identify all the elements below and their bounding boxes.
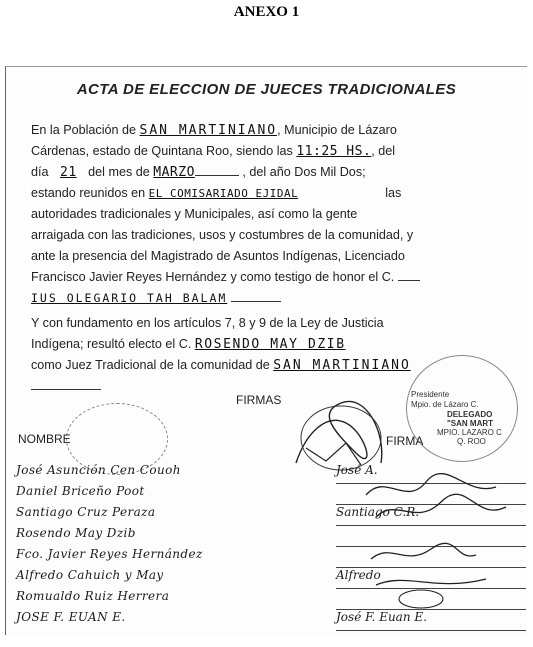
text-line-3: día 21 del mes de MARZO , del año Dos Mil Dos; xyxy=(31,165,366,180)
text-line-5: autoridades tradicionales y Municipales, así como la gente xyxy=(31,207,358,221)
handwritten-venue: EL COMISARIADO EJIDAL xyxy=(148,187,299,200)
name-row: José Asunción Cen Couoh xyxy=(16,463,181,477)
text-line-11: Indígena; resultó electo el C. ROSENDO MAY DZIB xyxy=(31,337,346,352)
signature-line: José F. Euan E. xyxy=(336,610,526,631)
text-line-4: estando reunidos en EL COMISARIADO EJIDAL las xyxy=(31,186,402,200)
name-row: JOSE F. EUAN E. xyxy=(16,610,126,624)
stamp-line-6: Q. ROO xyxy=(457,437,486,446)
text-line-8: Francisco Javier Reyes Hernández y como testigo de honor el C. xyxy=(31,270,420,284)
signature-scribbles xyxy=(346,467,526,637)
handwritten-elected: ROSENDO MAY DZIB xyxy=(194,337,346,352)
stamp-line-1: Presidente xyxy=(411,390,450,399)
annex-heading: ANEXO 1 xyxy=(233,4,300,20)
scanned-document xyxy=(5,66,527,635)
handwritten-time: 11:25 HS. xyxy=(296,144,372,159)
handwritten-place: SAN MARTINIANO xyxy=(139,123,278,138)
nombre-label: NOMBRE xyxy=(18,432,71,446)
name-row: Romualdo Ruiz Herrera xyxy=(16,589,170,603)
stamp-line-4: "SAN MART xyxy=(447,419,494,428)
text-line-13 xyxy=(31,379,101,393)
handwritten-witness: IUS OLEGARIO TAH BALAM xyxy=(31,291,228,305)
stamp-line-3: DELEGADO xyxy=(447,410,493,419)
handwritten-community: SAN MARTINIANO xyxy=(273,358,411,373)
handwritten-month: MARZO xyxy=(153,165,195,180)
document-title: ACTA DE ELECCION DE JUECES TRADICIONALES xyxy=(76,81,457,98)
text-line-12: como Juez Tradicional de la comunidad de SAN MARTINIANO xyxy=(31,358,411,373)
name-row: Daniel Briceño Poot xyxy=(16,484,145,498)
text-line-6: arraigada con las tradiciones, usos y costumbres de la comunidad, y xyxy=(31,228,414,242)
name-row: Alfredo Cahuich y May xyxy=(16,568,164,582)
firma-label: FIRMA xyxy=(386,434,424,448)
name-row: Rosendo May Dzib xyxy=(16,526,136,540)
stamp-line-2: Mpio. de Lázaro C. xyxy=(411,400,479,409)
signature-line: Alfredo xyxy=(336,568,526,589)
text-line-7: ante la presencia del Magistrado de Asuntos Indígenas, Licenciado xyxy=(31,249,405,263)
name-row: Santiago Cruz Peraza xyxy=(16,505,156,519)
signature-line: José A. xyxy=(336,463,526,484)
text-line-10: Y con fundamento en los artículos 7, 8 y 9 de la Ley de Justicia xyxy=(31,316,384,330)
firmas-label: FIRMAS xyxy=(236,393,282,407)
stamp-line-5: MPIO. LAZARO C xyxy=(437,428,502,437)
text-line-2: Cárdenas, estado de Quintana Roo, siendo las 11:25 HS., del xyxy=(31,144,396,159)
names-column xyxy=(16,463,286,631)
handwritten-day: 21 xyxy=(60,165,77,180)
signature-line: Santiago C.R. xyxy=(336,505,526,526)
text-line-9 xyxy=(31,291,281,305)
name-row: Fco. Javier Reyes Hernández xyxy=(16,547,203,561)
text-line-1: En la Población de SAN MARTINIANO, Municipio de Lázaro xyxy=(31,123,397,138)
